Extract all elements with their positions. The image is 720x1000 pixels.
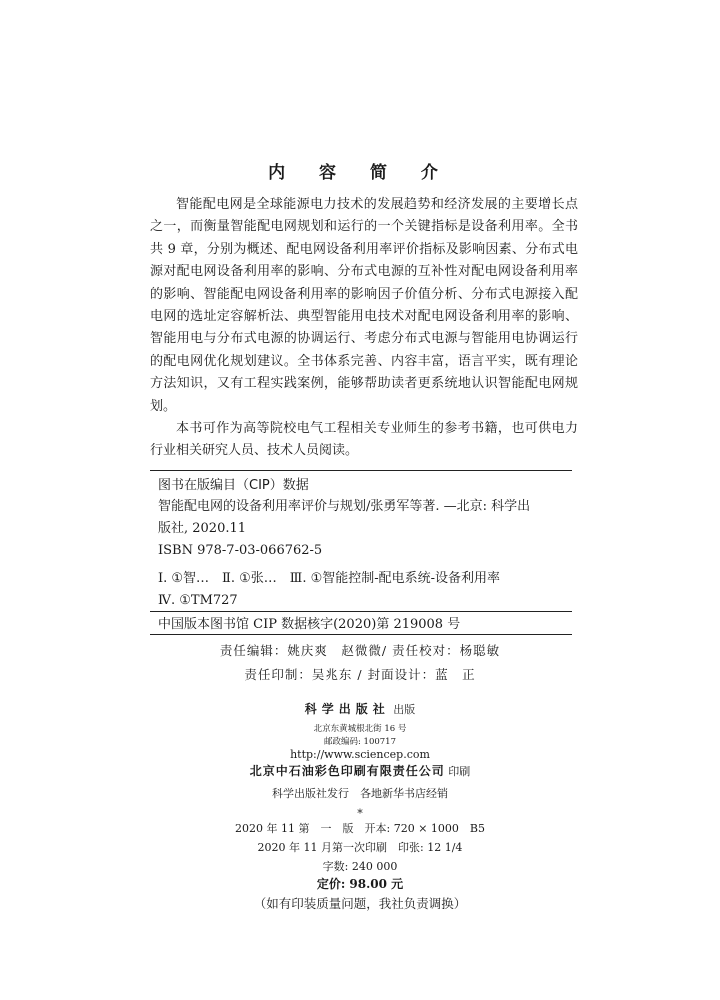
- cip-heading: 图书在版编目（CIP）数据: [158, 478, 309, 493]
- distribution-line: 科学出版社发行 各地新华书店经销: [272, 787, 448, 800]
- section-title: 内 容 简 介: [268, 163, 452, 183]
- printer-name: 北京中石油彩色印刷有限责任公司: [249, 764, 445, 778]
- cip-classification-2: Ⅳ. ①TM727: [158, 593, 238, 608]
- printer-line: [0, 764, 720, 779]
- printing-line: 2020 年 11 月第一次印刷 印张: 12 1/4: [257, 841, 463, 854]
- publisher-suffix: 出版: [393, 703, 416, 716]
- cip-bottom-rule: [150, 634, 572, 635]
- editor-credits: 责任编辑：姚庆爽 赵微微/ 责任校对：杨聪敏: [219, 643, 501, 658]
- quality-notice: （如有印装质量问题，我社负责调换）: [253, 896, 467, 911]
- publisher-postcode: 邮政编码: 100717: [323, 737, 396, 747]
- printer-suffix: 印刷: [448, 765, 471, 778]
- cip-isbn: ISBN 978-7-03-066762-5: [158, 543, 323, 558]
- edition-line: 2020 年 11 第 一 版 开本: 720 × 1000 B5: [235, 822, 485, 835]
- publisher-line: [0, 702, 720, 717]
- content-summary: [150, 194, 578, 463]
- cip-classification: Ⅰ. ①智… Ⅱ. ①张… Ⅲ. ①智能控制-配电系统-设备利用率: [158, 571, 501, 586]
- publisher-name: 科学出版社: [304, 702, 390, 716]
- summary-paragraph-1: 智能配电网是全球能源电力技术的发展趋势和经济发展的主要增长点之一，而衡量智能配电网规划和运行的一个关键指标是设备利用率。全书共 9 章，分别为概述、配电网设备利用率评价指标及影响因素、分布式电源对配电网设备利用率的影响、分布式电源的互补性对配电网设备利用率的影响、智能配电网设备利用率的影响因子价值分析、分布式电源接入配电网的选址定容解析法、典型智能用电技术对配电网设备利用率的影响、智能用电与分布式电源的协调运行、考虑分布式电源与智能用电协调运行的配电网优化规划建议。全书体系完善、内容丰富，语言平实，既有理论方法知识，又有工程实践案例，能够帮助读者更系统地认识智能配电网规划。: [150, 197, 578, 414]
- cip-record: [158, 496, 572, 612]
- publisher-address: 北京东黄城根北街 16 号: [313, 724, 407, 734]
- production-credits: 责任印制：吴兆东 / 封面设计：蓝 正: [244, 667, 476, 682]
- cip-line-2: 版社, 2020.11: [158, 521, 247, 536]
- cip-record-number: 中国版本图书馆 CIP 数据核字(2020)第 219008 号: [158, 617, 461, 632]
- price: 定价: 98.00 元: [316, 877, 404, 891]
- summary-paragraph-2: 本书可作为高等院校电气工程相关专业师生的参考书籍，也可供电力行业相关研究人员、技术人员阅读。: [150, 421, 578, 459]
- word-count: 字数: 240 000: [322, 860, 398, 873]
- publisher-website: http://www.sciencep.com: [290, 748, 430, 761]
- cip-top-rule: [150, 470, 572, 471]
- cip-middle-rule: [150, 611, 572, 612]
- separator-star: *: [357, 807, 363, 820]
- cip-line-1: 智能配电网的设备利用率评价与规划/张勇军等著. —北京: 科学出: [158, 499, 531, 514]
